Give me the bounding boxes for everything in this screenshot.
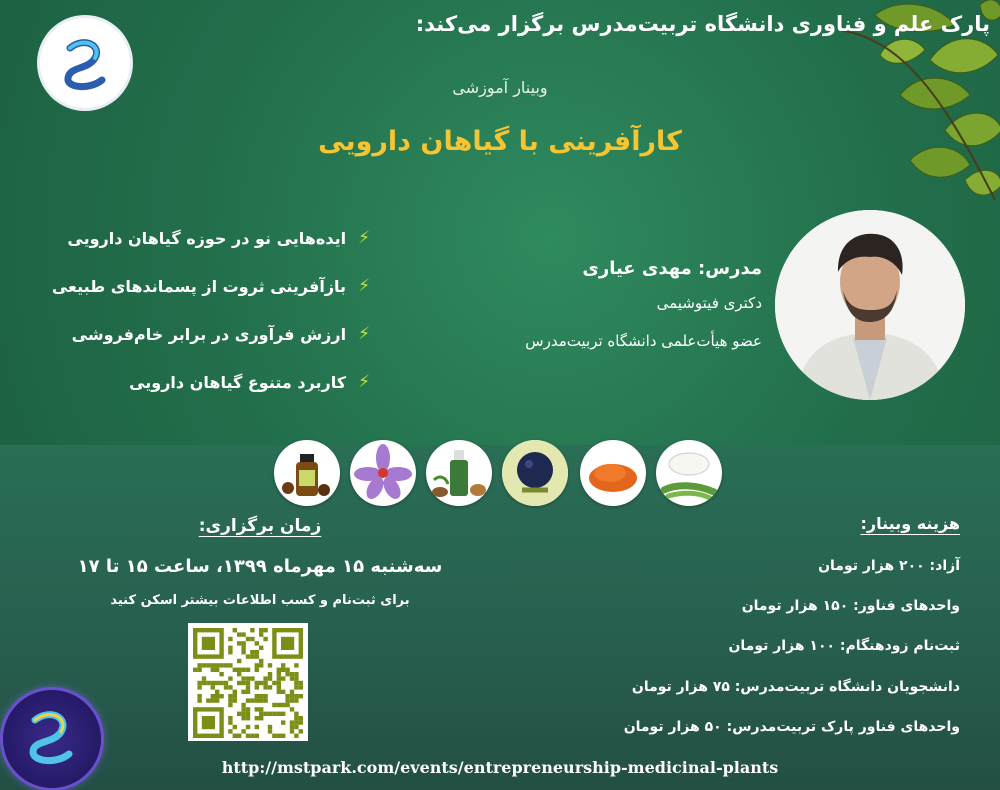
topic-label: کاربرد متنوع گیاهان دارویی: [129, 372, 347, 392]
schedule-date: سه‌شنبه ۱۵ مهرماه ۱۳۹۹، ساعت ۱۵ تا ۱۷: [77, 556, 443, 577]
dark-berry-icon: [502, 440, 568, 506]
lightning-bolt-icon: ⚡: [358, 276, 370, 296]
topic-item: [10, 324, 370, 344]
topic-label: ارزش فرآوری در برابر خام‌فروشی: [71, 324, 347, 344]
webinar-subtitle: وبینار آموزشی: [452, 78, 548, 97]
herbal-dropper-icon: [274, 440, 340, 506]
park-logo-icon: [3, 690, 101, 788]
teacher-portrait: [775, 210, 965, 400]
qr-code-icon: [188, 623, 308, 741]
scan-note: برای ثبت‌نام و کسب اطلاعات بیشتر اسکن کنید: [110, 593, 410, 608]
park-logo-icon: [50, 28, 120, 98]
teacher-position: عضو هیأت‌علمی دانشگاه تربیت‌مدرس: [525, 332, 762, 350]
headline: پارک علم و فناوری دانشگاه تربیت‌مدرس برگزار می‌کند:: [415, 12, 990, 36]
topic-item: [10, 228, 370, 248]
lightning-bolt-icon: ⚡: [358, 228, 370, 248]
park-logo-bottom: [3, 690, 101, 788]
topic-label: ایده‌هایی نو در حوزه گیاهان دارویی: [67, 228, 347, 248]
qr-code[interactable]: [188, 623, 308, 741]
lightning-bolt-icon: ⚡: [358, 372, 370, 392]
saffron-flower-icon: [350, 440, 416, 506]
bottom-section: [0, 445, 1000, 790]
lightning-bolt-icon: ⚡: [358, 324, 370, 344]
park-logo: [40, 18, 130, 108]
teacher-degree: دکتری فیتوشیمی: [656, 294, 762, 312]
topic-item: [10, 372, 370, 392]
schedule-title: زمان برگزاری:: [198, 516, 322, 536]
topic-label: بازآفرینی ثروت از پسماندهای طبیعی: [51, 276, 347, 296]
herbal-bottle-icon: [426, 440, 492, 506]
fee-item: ثبت‌نام زودهنگام: ۱۰۰ هزار تومان: [728, 638, 960, 654]
aloe-cream-icon: [656, 440, 722, 506]
webinar-title: کارآفرینی با گیاهان دارویی: [318, 126, 682, 157]
fee-title: هزینه وبینار:: [860, 514, 960, 533]
teacher-photo: [775, 210, 965, 400]
event-url[interactable]: http://mstpark.com/events/entrepreneurship-medicinal-plants: [221, 758, 779, 777]
topic-item: [10, 276, 370, 296]
fee-item: دانشجویان دانشگاه تربیت‌مدرس: ۷۵ هزار تومان: [631, 679, 960, 695]
spice-powder-icon: [580, 440, 646, 506]
fee-item: آزاد: ۲۰۰ هزار تومان: [818, 558, 960, 574]
fee-item: واحدهای فناور پارک تربیت‌مدرس: ۵۰ هزار تومان: [623, 719, 960, 735]
teacher-name: مدرس: مهدی عیاری: [582, 258, 762, 279]
fee-item: واحدهای فناور: ۱۵۰ هزار تومان: [741, 598, 960, 614]
